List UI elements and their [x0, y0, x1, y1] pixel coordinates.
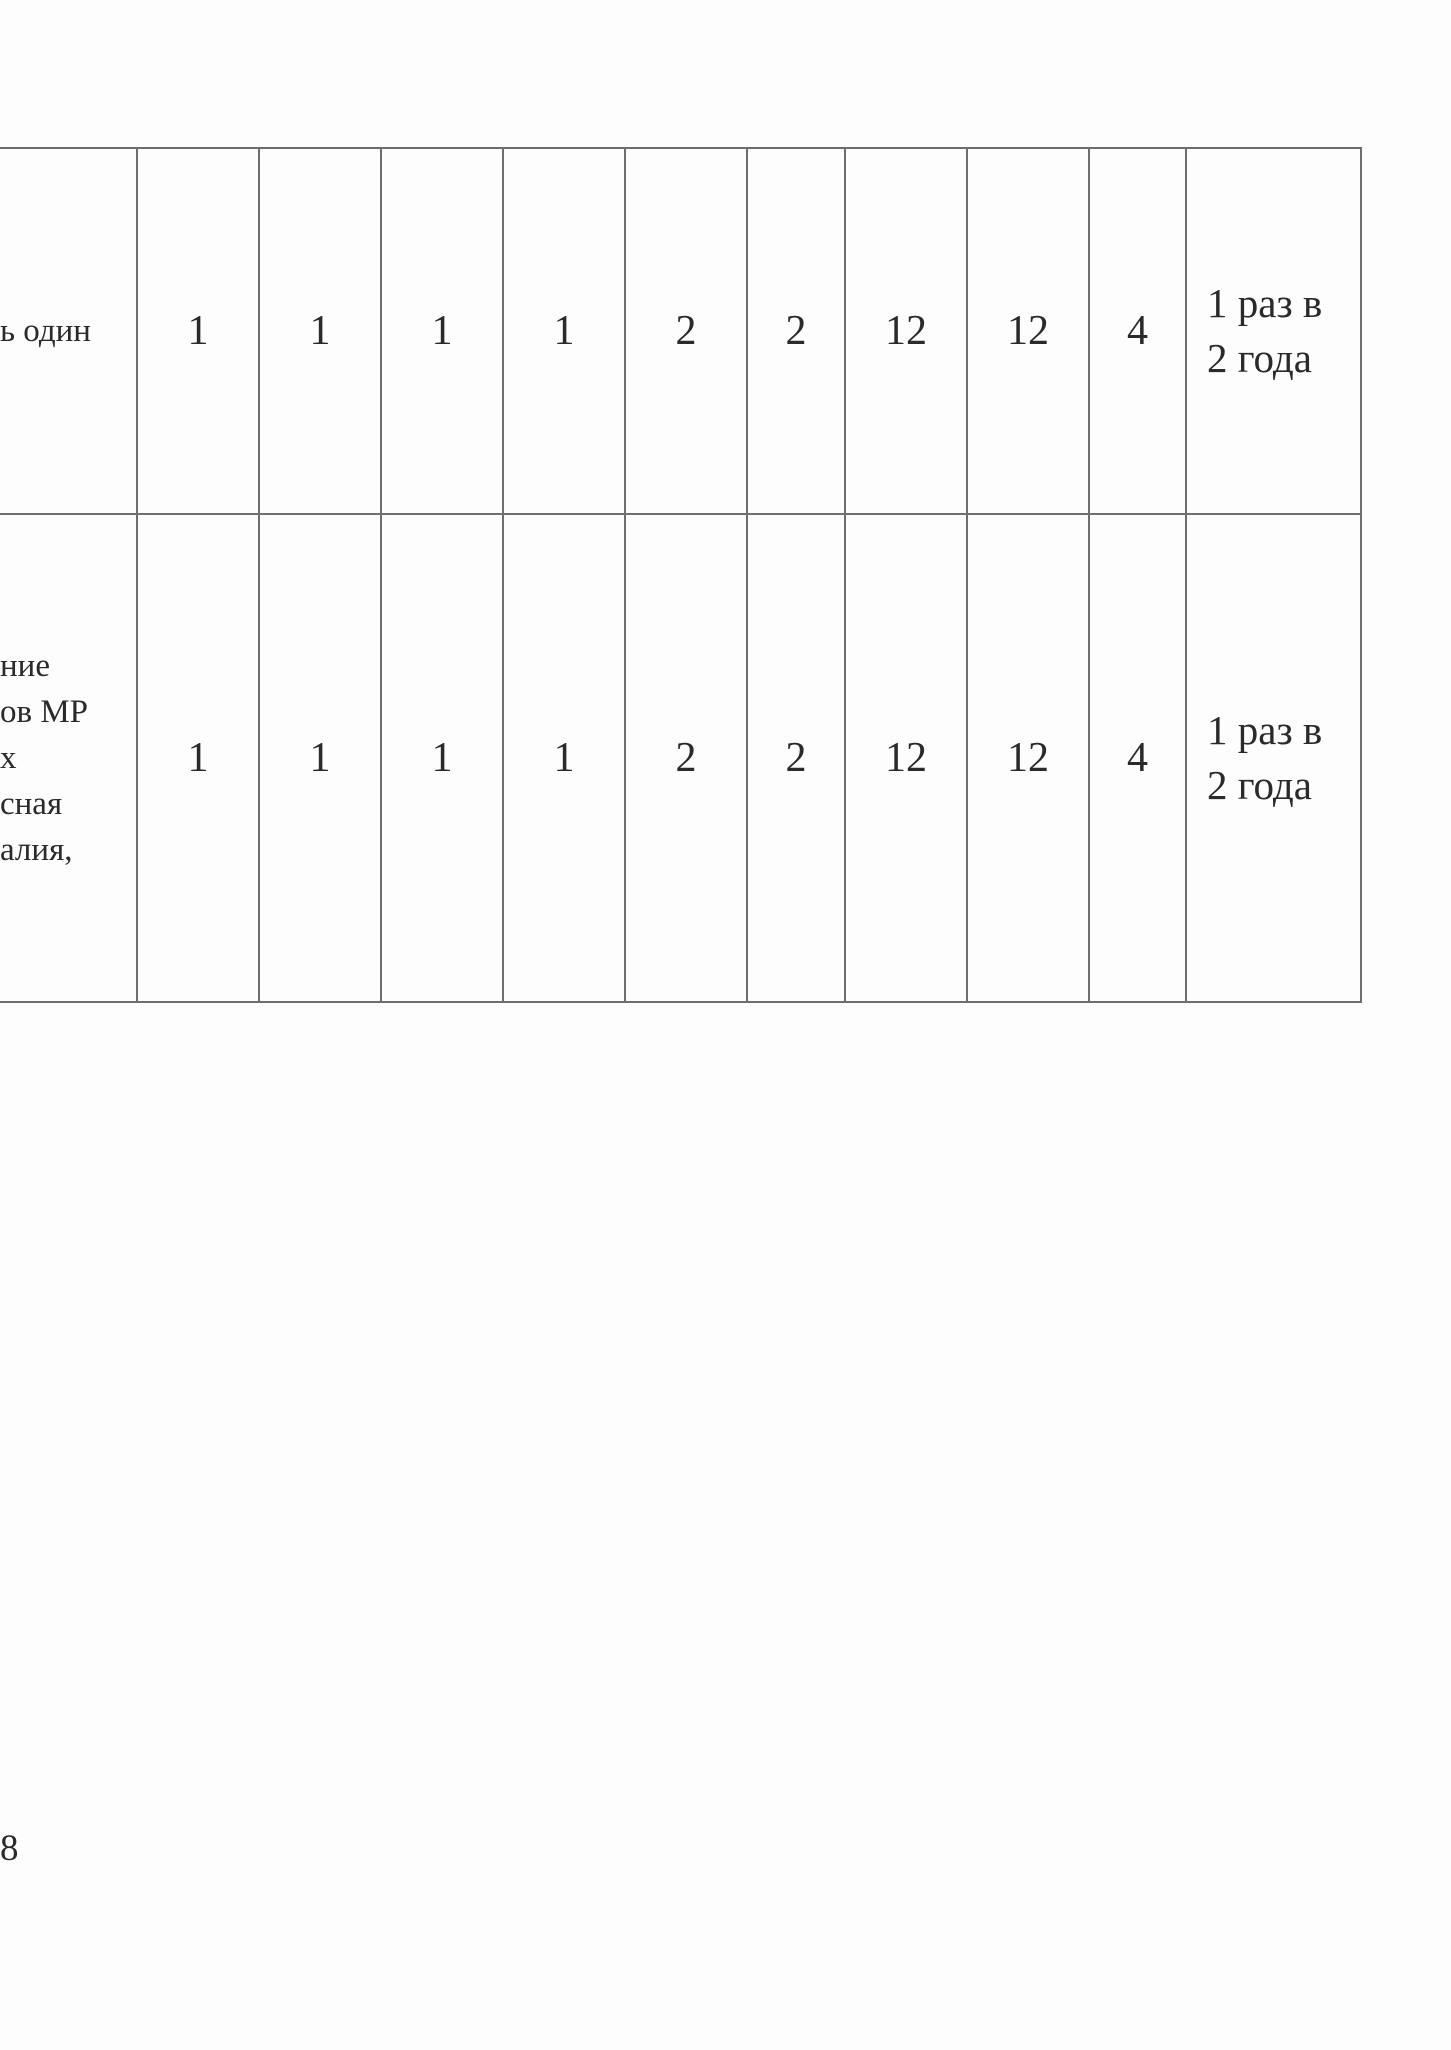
value-cell: 12 — [845, 514, 967, 1002]
row-description-line: сная — [0, 786, 63, 822]
frequency-cell — [1186, 514, 1361, 1002]
value-cell: 1 — [137, 148, 259, 514]
frequency-line: 2 года — [1207, 335, 1312, 381]
value-cell: 12 — [845, 148, 967, 514]
value-cell: 2 — [747, 148, 845, 514]
row-description-cell — [0, 514, 137, 1002]
value-cell: 1 — [137, 514, 259, 1002]
value-cell: 4 — [1089, 148, 1186, 514]
row-description-cell — [0, 148, 137, 514]
row-description-line: ь один — [0, 313, 91, 349]
table-row — [0, 514, 1361, 1002]
value-cell: 1 — [503, 148, 625, 514]
value-cell: 2 — [625, 514, 747, 1002]
row-description-line: ние — [0, 648, 50, 684]
value-cell: 2 — [747, 514, 845, 1002]
page-number: 8 — [0, 1828, 19, 1869]
frequency-line: 1 раз в — [1207, 707, 1323, 753]
row-description-line: х — [0, 740, 17, 776]
value-cell: 1 — [381, 514, 503, 1002]
frequency-cell — [1186, 148, 1361, 514]
value-cell: 1 — [259, 514, 381, 1002]
row-description-line: алия, — [0, 832, 73, 868]
value-cell: 1 — [503, 514, 625, 1002]
frequency-line: 2 года — [1207, 762, 1312, 808]
value-cell: 2 — [625, 148, 747, 514]
value-cell: 4 — [1089, 514, 1186, 1002]
data-table — [0, 147, 1362, 1003]
frequency-line: 1 раз в — [1207, 280, 1323, 326]
value-cell: 12 — [967, 514, 1089, 1002]
row-description-line: ов МР — [0, 694, 89, 730]
value-cell: 12 — [967, 148, 1089, 514]
table-row — [0, 148, 1361, 514]
value-cell: 1 — [259, 148, 381, 514]
value-cell: 1 — [381, 148, 503, 514]
